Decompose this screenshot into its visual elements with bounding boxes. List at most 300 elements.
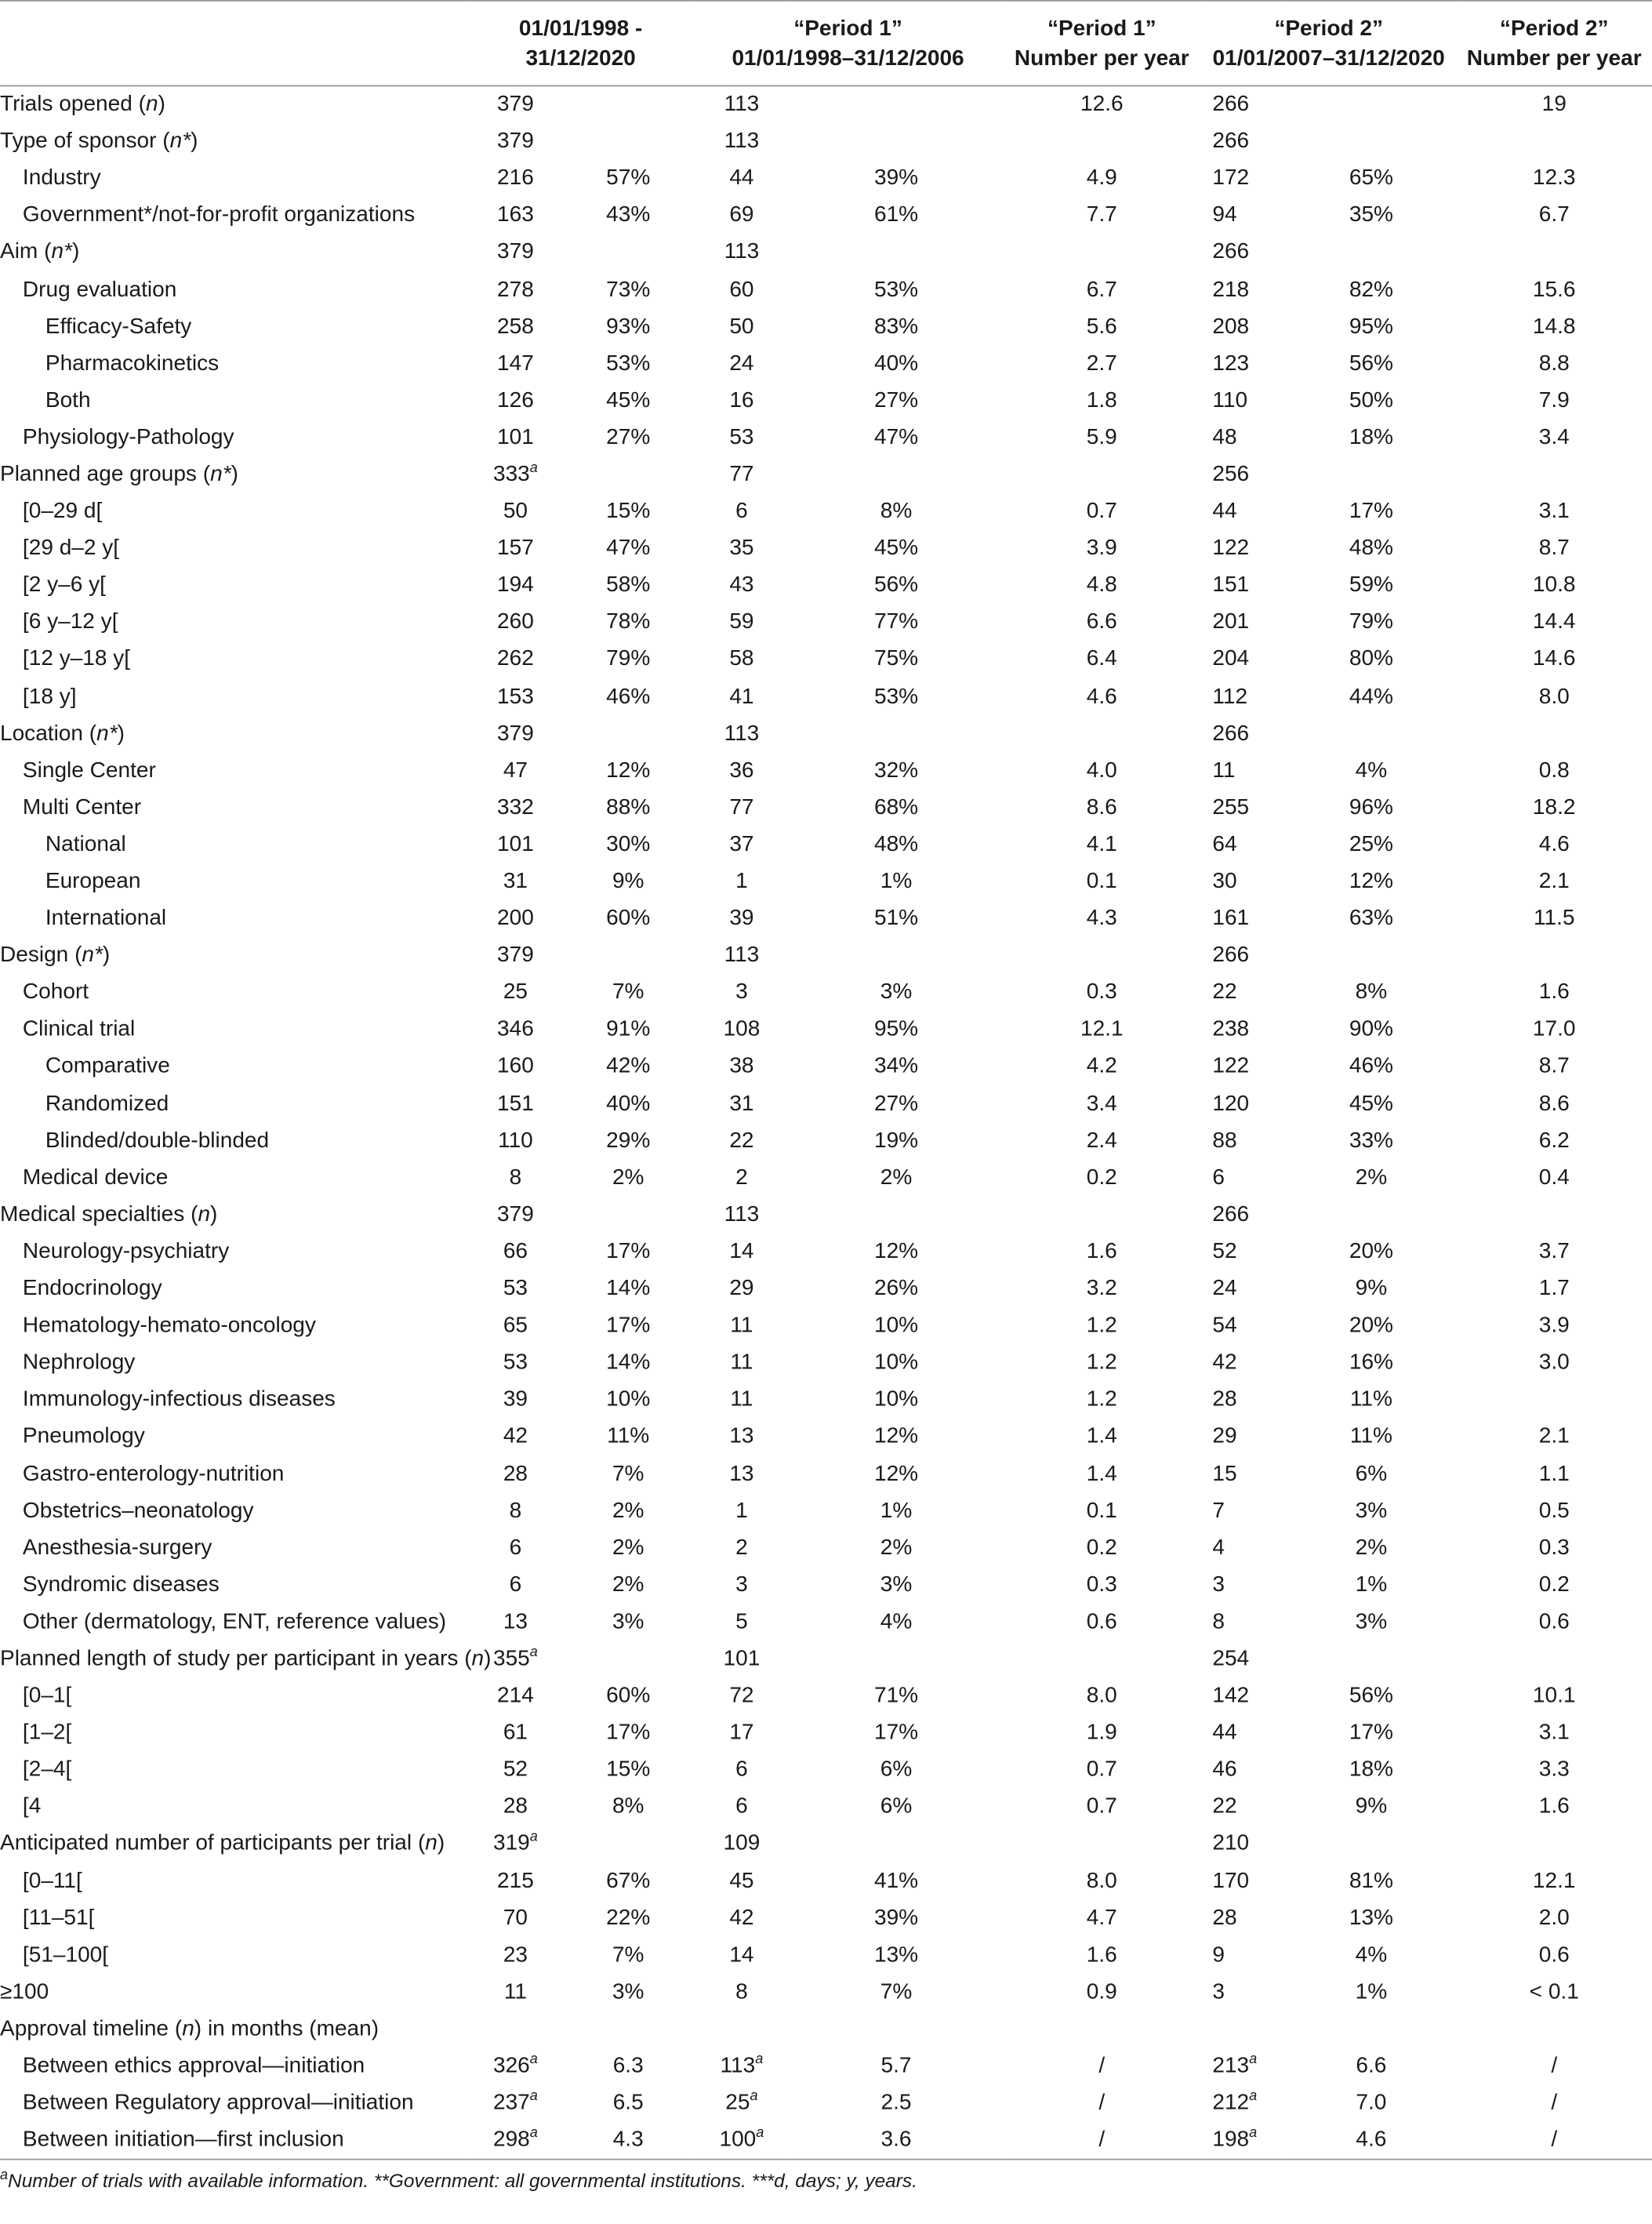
period1-per-year: 1.4 xyxy=(1086,1424,1117,1449)
period2-n: 64 xyxy=(1212,832,1237,857)
period1-n: 11 xyxy=(730,1313,753,1338)
row-label: Type of sponsor (n*) xyxy=(0,129,198,154)
period1-pct: 3% xyxy=(880,1572,913,1597)
period2-per-year: 8.7 xyxy=(1538,536,1570,561)
total-n: 160 xyxy=(497,1054,534,1079)
total-n: 31 xyxy=(503,869,528,894)
row-label: [29 d–2 y[ xyxy=(22,536,120,561)
period1-pct: 41% xyxy=(873,1868,919,1893)
period2-pct: 12% xyxy=(1349,869,1393,894)
period2-pct: 35% xyxy=(1349,203,1393,227)
total-n: 13 xyxy=(503,1609,528,1634)
header-line: “Period 1” xyxy=(1047,16,1156,42)
table-row xyxy=(0,1419,1652,1455)
footnote xyxy=(0,2160,1652,2194)
table-row xyxy=(0,1752,1652,1789)
period1-per-year: 0.6 xyxy=(1086,1609,1117,1634)
row-label: ≥100 xyxy=(0,1979,49,2004)
table-row xyxy=(0,827,1652,863)
period1-per-year xyxy=(1003,938,1201,975)
period1-per-year: / xyxy=(1098,2053,1106,2078)
period2-per-year: 15.6 xyxy=(1532,277,1576,302)
total-n: 23 xyxy=(503,1942,528,1968)
period2-per-year: 2.0 xyxy=(1538,1906,1570,1930)
period1-pct: 68% xyxy=(873,795,919,820)
period2-per-year: 8.8 xyxy=(1538,351,1570,376)
table-row xyxy=(0,1900,1652,1937)
total-n: 379 xyxy=(497,943,534,968)
total-n: 278 xyxy=(497,277,534,302)
row-label: Syndromic diseases xyxy=(22,1572,220,1597)
table-row xyxy=(0,938,1652,975)
period1-pct: 26% xyxy=(873,1276,919,1301)
period1-pct: 4% xyxy=(880,1609,913,1634)
period1-n: 6 xyxy=(735,1757,748,1782)
total-pct: 9% xyxy=(612,869,644,894)
period2-pct: 56% xyxy=(1349,1683,1393,1708)
period2-pct: 81% xyxy=(1349,1868,1393,1893)
period1-pct: 1% xyxy=(880,1498,913,1523)
period1-pct xyxy=(790,124,1002,161)
period1-n: 38 xyxy=(729,1054,754,1079)
period2-pct: 48% xyxy=(1349,536,1393,561)
period1-per-year: 1.9 xyxy=(1086,1721,1117,1745)
period1-pct: 10% xyxy=(873,1387,919,1412)
period2-pct: 2% xyxy=(1355,1165,1388,1190)
total-pct: 15% xyxy=(606,499,651,524)
period2-per-year: 7.9 xyxy=(1538,388,1570,412)
header-period1 xyxy=(693,1,1002,86)
period2-pct: 56% xyxy=(1349,351,1393,376)
period1-per-year: 0.7 xyxy=(1086,1757,1117,1782)
period1-per-year: 6.6 xyxy=(1086,610,1117,635)
period2-per-year: 3.1 xyxy=(1538,1721,1570,1745)
period1-per-year: 0.1 xyxy=(1086,1498,1117,1523)
period2-pct xyxy=(1286,1826,1456,1862)
period2-per-year: 10.8 xyxy=(1532,573,1576,598)
period1-per-year xyxy=(1003,1641,1201,1677)
row-label: Medical device xyxy=(22,1165,169,1190)
period2-n: 254 xyxy=(1212,1646,1250,1671)
table-row xyxy=(0,1160,1652,1197)
period2-n: 44 xyxy=(1212,499,1237,524)
period1-pct: 75% xyxy=(873,647,919,672)
total-n: 110 xyxy=(498,1128,533,1153)
period2-n: 120 xyxy=(1212,1091,1250,1116)
total-pct: 42% xyxy=(606,1054,651,1079)
period2-pct: 46% xyxy=(1349,1054,1393,1079)
total-pct: 27% xyxy=(606,425,651,450)
period1-n: 113$^a$ xyxy=(720,2051,764,2078)
table-row xyxy=(0,753,1652,790)
period2-per-year: 4.6 xyxy=(1538,832,1570,857)
period1-per-year: 5.9 xyxy=(1086,425,1117,450)
period2-per-year: / xyxy=(1551,2053,1558,2078)
period2-pct: 59% xyxy=(1349,573,1393,598)
period2-n: 255 xyxy=(1212,795,1250,820)
period1-n: 113 xyxy=(724,721,760,746)
period1-pct: 53% xyxy=(873,277,919,302)
row-label: Hematology-hemato-oncology xyxy=(22,1313,316,1338)
row-label: Pharmacokinetics xyxy=(45,351,220,376)
total-pct xyxy=(563,456,693,493)
header-label-cell xyxy=(0,1,468,86)
period2-pct xyxy=(1286,716,1456,753)
period2-pct: 82% xyxy=(1349,277,1393,302)
row-label: Single Center xyxy=(22,758,156,783)
period1-n: 44 xyxy=(729,166,754,191)
total-n: 163 xyxy=(497,203,534,227)
period2-pct: 1% xyxy=(1355,1572,1388,1597)
table-row xyxy=(0,1826,1652,1862)
row-label: European xyxy=(45,869,141,894)
period2-per-year: 3.4 xyxy=(1538,425,1570,450)
period2-per-year: 1.7 xyxy=(1538,1276,1570,1301)
period2-per-year: 17.0 xyxy=(1532,1017,1576,1042)
total-n: 8 xyxy=(509,1165,522,1190)
period2-n: 256 xyxy=(1212,462,1250,487)
total-n: 326$^a$ xyxy=(492,2051,538,2078)
row-label: Obstetrics–neonatology xyxy=(22,1498,254,1523)
period1-per-year: 12.1 xyxy=(1080,1017,1124,1042)
period2-pct xyxy=(1286,234,1456,271)
period2-per-year: 6.2 xyxy=(1538,1128,1570,1153)
period2-n: 6 xyxy=(1212,1165,1225,1190)
row-label: Multi Center xyxy=(22,795,142,820)
total-pct: 6.5 xyxy=(612,2091,644,2115)
period2-n: 161 xyxy=(1212,906,1250,931)
total-n: 53 xyxy=(503,1276,528,1301)
table-row xyxy=(0,1678,1652,1715)
period1-pct: 3% xyxy=(880,980,913,1005)
period1-n: 13 xyxy=(729,1424,754,1449)
period1-per-year: 0.1 xyxy=(1086,869,1117,894)
header-line: “Period 1” xyxy=(793,16,902,42)
period2-pct: 17% xyxy=(1349,1721,1393,1745)
period2-pct: 96% xyxy=(1349,795,1393,820)
table-row xyxy=(0,1641,1652,1677)
period1-per-year: 4.6 xyxy=(1086,684,1117,709)
period2-n: 208 xyxy=(1212,314,1250,339)
row-label: Other (dermatology, ENT, reference values) xyxy=(22,1609,447,1634)
total-pct: 2% xyxy=(612,1165,644,1190)
header-line: Number per year xyxy=(1014,46,1189,71)
period2-n: 22 xyxy=(1212,980,1237,1005)
table-row xyxy=(0,1937,1652,1974)
period2-per-year: 12.1 xyxy=(1532,1868,1576,1893)
period1-pct xyxy=(790,85,1002,123)
period2-pct: 95% xyxy=(1349,314,1393,339)
period1-pct xyxy=(790,1197,1002,1234)
table-row xyxy=(0,1863,1652,1900)
row-label: Anticipated number of participants per trial (n) xyxy=(0,1831,445,1856)
total-n: 153 xyxy=(497,684,534,709)
row-label: Drug evaluation xyxy=(22,277,177,302)
period2-per-year xyxy=(1456,234,1652,271)
period1-n: 113 xyxy=(724,129,760,154)
total-pct: 45% xyxy=(606,388,651,412)
period2-pct: 79% xyxy=(1349,610,1393,635)
row-label: Between Regulatory approval—initiation xyxy=(22,2091,414,2115)
table-row xyxy=(0,2085,1652,2122)
period1-n: 17 xyxy=(729,1721,754,1745)
period1-per-year: 8.0 xyxy=(1086,1683,1117,1708)
period2-pct: 3% xyxy=(1355,1498,1388,1523)
superscript-marker: a xyxy=(1249,2088,1258,2105)
period2-n: 15 xyxy=(1212,1461,1237,1486)
period1-pct xyxy=(790,716,1002,753)
row-label: Pneumology xyxy=(22,1424,145,1449)
period1-pct: 3.6 xyxy=(790,2122,1002,2160)
row-label: Efficacy-Safety xyxy=(45,314,192,339)
total-pct xyxy=(563,234,693,271)
period1-per-year: 4.0 xyxy=(1086,758,1117,783)
total-n: 28 xyxy=(503,1794,528,1819)
total-pct: 79% xyxy=(606,647,651,672)
period1-per-year: 3.4 xyxy=(1086,1091,1117,1116)
period1-pct: 27% xyxy=(873,388,919,412)
period2-pct: 63% xyxy=(1349,906,1393,931)
period2-n: 11 xyxy=(1212,758,1236,783)
period1-n: 3 xyxy=(735,1572,748,1597)
total-pct xyxy=(563,1826,693,1862)
row-label: Trials opened (n) xyxy=(0,92,165,117)
period1-n: 5 xyxy=(735,1609,748,1634)
period1-n: 37 xyxy=(729,832,754,857)
period2-n: 218 xyxy=(1212,277,1250,302)
period1-pct: 39% xyxy=(873,166,919,191)
total-n: 126 xyxy=(497,388,534,412)
table-row xyxy=(0,790,1652,827)
period1-per-year: 6.4 xyxy=(1086,647,1117,672)
period2-per-year: 3.3 xyxy=(1538,1757,1570,1782)
total-n: 379 xyxy=(497,1202,534,1227)
period2-n: 142 xyxy=(1212,1683,1250,1708)
period2-per-year: 0.3 xyxy=(1538,1535,1570,1560)
period1-pct: 45% xyxy=(873,536,919,561)
table-row xyxy=(0,1197,1652,1234)
period1-per-year: 1.2 xyxy=(1086,1313,1117,1338)
table-body xyxy=(0,85,1652,2160)
total-pct: 58% xyxy=(606,573,651,598)
period1-n: 14 xyxy=(729,1239,754,1264)
total-n: 216 xyxy=(497,166,534,191)
period1-pct: 47% xyxy=(873,425,919,450)
row-label: Randomized xyxy=(45,1091,169,1116)
total-pct: 40% xyxy=(606,1091,651,1116)
period1-pct: 53% xyxy=(873,684,919,709)
period1-n: 3 xyxy=(735,980,748,1005)
period2-pct: 7.0 xyxy=(1356,2091,1387,2115)
period1-pct: 51% xyxy=(873,906,919,931)
period1-per-year: 2.7 xyxy=(1086,351,1117,376)
period2-pct: 11% xyxy=(1349,1387,1392,1412)
period2-per-year: 3.7 xyxy=(1538,1239,1570,1264)
row-label: Medical specialties (n) xyxy=(0,1202,218,1227)
row-label: International xyxy=(45,906,167,931)
period2-per-year: 0.6 xyxy=(1538,1942,1570,1968)
period1-pct: 34% xyxy=(873,1054,919,1079)
period1-per-year: 4.8 xyxy=(1086,573,1117,598)
period2-pct xyxy=(1286,1197,1456,1234)
superscript-marker: a xyxy=(756,2126,764,2142)
period2-per-year: 1.6 xyxy=(1538,980,1570,1005)
row-label: Planned age groups (n*) xyxy=(0,462,238,487)
total-n: 200 xyxy=(497,906,534,931)
period1-n: 31 xyxy=(729,1091,754,1116)
total-pct: 53% xyxy=(606,351,651,376)
total-n xyxy=(468,2011,563,2048)
period2-n: 8 xyxy=(1212,1609,1225,1634)
total-n: 258 xyxy=(497,314,534,339)
period1-per-year: 2.4 xyxy=(1086,1128,1117,1153)
row-label: Physiology-Pathology xyxy=(22,425,234,450)
header-line: 31/12/2020 xyxy=(525,46,636,71)
footnote-text: Number of trials with available information. **Government: all governmental institutions. ***d, days; y, years. xyxy=(8,2170,917,2192)
period1-n: 43 xyxy=(729,573,754,598)
period1-n: 53 xyxy=(729,425,754,450)
period1-per-year xyxy=(1003,2011,1201,2048)
total-pct: 60% xyxy=(606,1683,651,1708)
period1-n: 100$^a$ xyxy=(693,2122,790,2160)
period1-n: 113 xyxy=(724,240,760,265)
total-n: 6 xyxy=(509,1572,522,1597)
table-row xyxy=(0,568,1652,605)
period2-per-year: / xyxy=(1456,2122,1652,2160)
period1-per-year: 1.2 xyxy=(1086,1350,1117,1375)
total-n: 65 xyxy=(503,1313,528,1338)
period1-per-year: 1.8 xyxy=(1086,388,1117,412)
table-row xyxy=(0,346,1652,383)
period1-n: 58 xyxy=(729,647,754,672)
period1-n: 41 xyxy=(729,684,754,709)
period2-per-year: 11.5 xyxy=(1533,906,1575,931)
period1-n: 36 xyxy=(729,758,754,783)
period2-pct xyxy=(1286,938,1456,975)
period1-pct: 6% xyxy=(880,1757,913,1782)
period1-pct: 12% xyxy=(873,1239,919,1264)
period2-per-year: 0.5 xyxy=(1538,1498,1570,1523)
period2-per-year: 8.6 xyxy=(1538,1091,1570,1116)
period1-n: 39 xyxy=(729,906,754,931)
superscript-marker: a xyxy=(1249,2126,1258,2142)
period2-n: 123 xyxy=(1212,351,1250,376)
period1-pct: 2% xyxy=(880,1165,913,1190)
period1-n: 6 xyxy=(735,499,748,524)
row-label: Endocrinology xyxy=(22,1276,162,1301)
period2-per-year: 3.1 xyxy=(1538,499,1570,524)
period2-per-year xyxy=(1456,2011,1652,2048)
period1-pct: 7% xyxy=(880,1979,913,2004)
row-label: [11–51[ xyxy=(22,1906,95,1930)
table-row xyxy=(0,1086,1652,1123)
period2-n: 4 xyxy=(1212,1535,1225,1560)
period2-pct: 13% xyxy=(1349,1906,1393,1930)
total-pct: 2% xyxy=(612,1572,644,1597)
total-pct: 17% xyxy=(606,1313,651,1338)
period1-n: 22 xyxy=(729,1128,754,1153)
superscript-marker: a xyxy=(529,2088,538,2105)
period1-n: 6 xyxy=(735,1794,748,1819)
period2-pct: 4% xyxy=(1355,1942,1388,1968)
period2-per-year: 1.1 xyxy=(1538,1461,1570,1486)
period1-per-year: / xyxy=(1098,2091,1106,2115)
period1-per-year: 12.6 xyxy=(1080,92,1124,117)
table-row xyxy=(0,1789,1652,1826)
table-row xyxy=(0,1234,1652,1270)
period2-per-year: 3.0 xyxy=(1538,1350,1570,1375)
period2-per-year: 0.8 xyxy=(1538,758,1570,783)
period2-pct: 16% xyxy=(1349,1350,1393,1375)
superscript-marker: a xyxy=(529,2126,538,2142)
period1-n: 35 xyxy=(729,536,754,561)
period1-n: 77 xyxy=(729,462,754,487)
table-row xyxy=(0,493,1652,530)
period1-n: 60 xyxy=(729,277,754,302)
period1-n: 77 xyxy=(729,795,754,820)
period2-per-year xyxy=(1456,1197,1652,1234)
period1-n: 113 xyxy=(724,1202,760,1227)
row-label: Nephrology xyxy=(22,1350,136,1375)
table-row xyxy=(0,605,1652,641)
period1-n: 72 xyxy=(729,1683,754,1708)
total-pct xyxy=(563,938,693,975)
table-row xyxy=(0,863,1652,900)
table-row xyxy=(0,1123,1652,1160)
period1-n: 2 xyxy=(735,1165,748,1190)
total-pct: 12% xyxy=(606,758,651,783)
total-pct: 3% xyxy=(612,1609,644,1634)
period2-n: 3 xyxy=(1212,1572,1225,1597)
total-pct: 7% xyxy=(612,1942,644,1968)
table-row xyxy=(0,1048,1652,1085)
total-n: 147 xyxy=(497,351,534,376)
total-pct: 14% xyxy=(606,1276,651,1301)
period2-pct: 4% xyxy=(1355,758,1388,783)
period2-pct: 80% xyxy=(1349,647,1393,672)
superscript-marker: a xyxy=(1249,2051,1258,2068)
row-label: Cohort xyxy=(22,980,89,1005)
total-pct: 8% xyxy=(612,1794,644,1819)
table-row xyxy=(0,678,1652,715)
period2-n: 122 xyxy=(1212,1054,1250,1079)
period2-n: 112 xyxy=(1212,684,1248,709)
total-n: 332 xyxy=(497,795,534,820)
total-n: 333$^a$ xyxy=(492,460,538,487)
period1-per-year xyxy=(1003,1826,1201,1862)
total-n: 70 xyxy=(503,1906,528,1930)
table-row xyxy=(0,124,1652,161)
total-pct: 3% xyxy=(612,1979,644,2004)
period2-per-year: 18.2 xyxy=(1532,795,1576,820)
header-period1-per-year xyxy=(1003,1,1201,86)
header-line: 01/01/1998 - xyxy=(518,16,643,42)
period1-pct: 32% xyxy=(873,758,919,783)
period2-per-year: 2.1 xyxy=(1538,1424,1570,1449)
table-row xyxy=(0,2122,1652,2160)
row-label: Government*/not-for-profit organizations xyxy=(22,203,416,227)
total-n: 346 xyxy=(497,1017,534,1042)
total-n: 50 xyxy=(503,499,528,524)
period2-per-year xyxy=(1456,1382,1652,1419)
period2-n: 28 xyxy=(1212,1387,1237,1412)
period1-n: 45 xyxy=(729,1868,754,1893)
header-total xyxy=(468,1,694,86)
period1-pct: 77% xyxy=(873,610,919,635)
total-n: 28 xyxy=(503,1461,528,1486)
table-row xyxy=(0,1493,1652,1530)
period1-per-year: 5.6 xyxy=(1086,314,1117,339)
